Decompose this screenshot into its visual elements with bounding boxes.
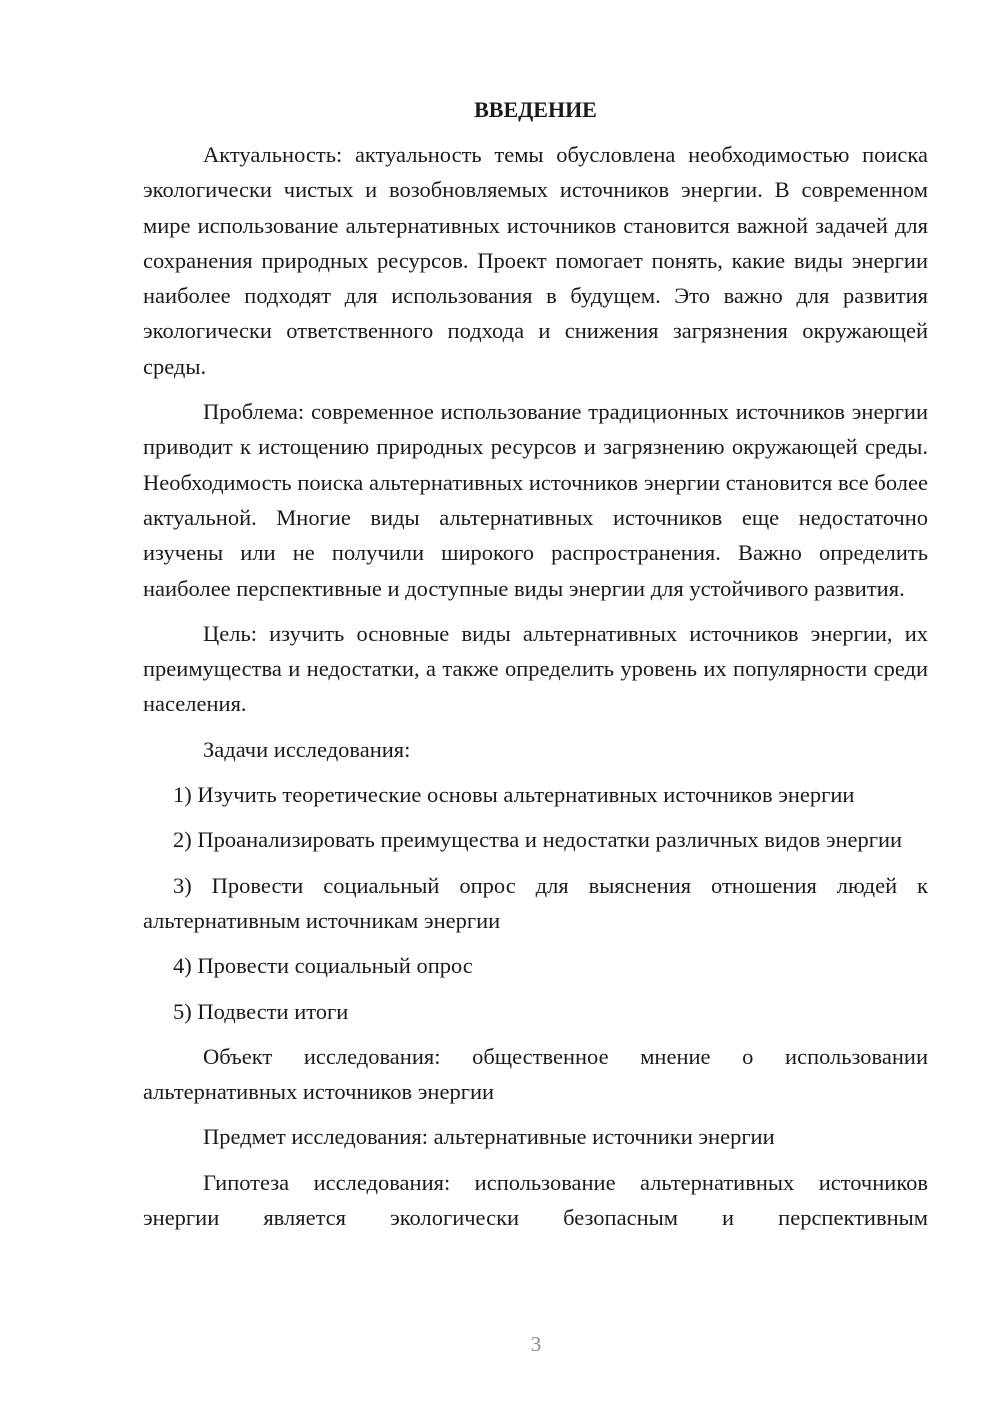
task-item-2: 2) Проанализировать преимущества и недостатки различных видов энергии (173, 827, 903, 853)
object-paragraph: Объект исследования: общественное мнение о использовании альтернативных источников энергии (143, 1043, 928, 1105)
section-heading: ВВЕДЕНИЕ (474, 97, 597, 122)
page-content (143, 92, 928, 1235)
task-item-5: 5) Подвести итоги (173, 998, 349, 1024)
relevance-paragraph: Актуальность: актуальность темы обусловлена необходимостью поиска экологически чистых и возобновляемых источников энергии. В современном мире использование альтернативных источников становится важной задачей для сохранения природных ресурсов. Проект помогает понять, какие виды энергии наиболее подходят для использования в будущем. Это важно для развития экологически ответственного подхода и снижения загрязнения окружающей среды. (143, 142, 928, 379)
tasks-title: Задачи исследования: (203, 736, 411, 762)
problem-paragraph: Проблема: современное использование традиционных источников энергии приводит к истощению природных ресурсов и загрязнению окружающей среды. Необходимость поиска альтернативных источников энергии становится все более актуальной. Многие виды альтернативных источников еще недостаточно изучены или не получили широкого распространения. Важно определить наиболее перспективные и доступные виды энергии для устойчивого развития. (143, 399, 928, 601)
task-item-4: 4) Провести социальный опрос (173, 953, 473, 979)
goal-paragraph: Цель: изучить основные виды альтернативных источников энергии, их преимущества и недостатки, а также определить уровень их популярности среди населения. (143, 620, 928, 717)
task-item-1: 1) Изучить теоретические основы альтернативных источников энергии (173, 782, 855, 808)
subject-paragraph: Предмет исследования: альтернативные источники энергии (203, 1124, 775, 1150)
hypothesis-paragraph: Гипотеза исследования: использование альтернативных источников энергии является экологически безопасным и перспективным (143, 1169, 928, 1231)
page-number: 3 (530, 1332, 542, 1356)
task-item-3: 3) Провести социальный опрос для выяснения отношения людей к альтернативным источникам энергии (143, 872, 928, 933)
